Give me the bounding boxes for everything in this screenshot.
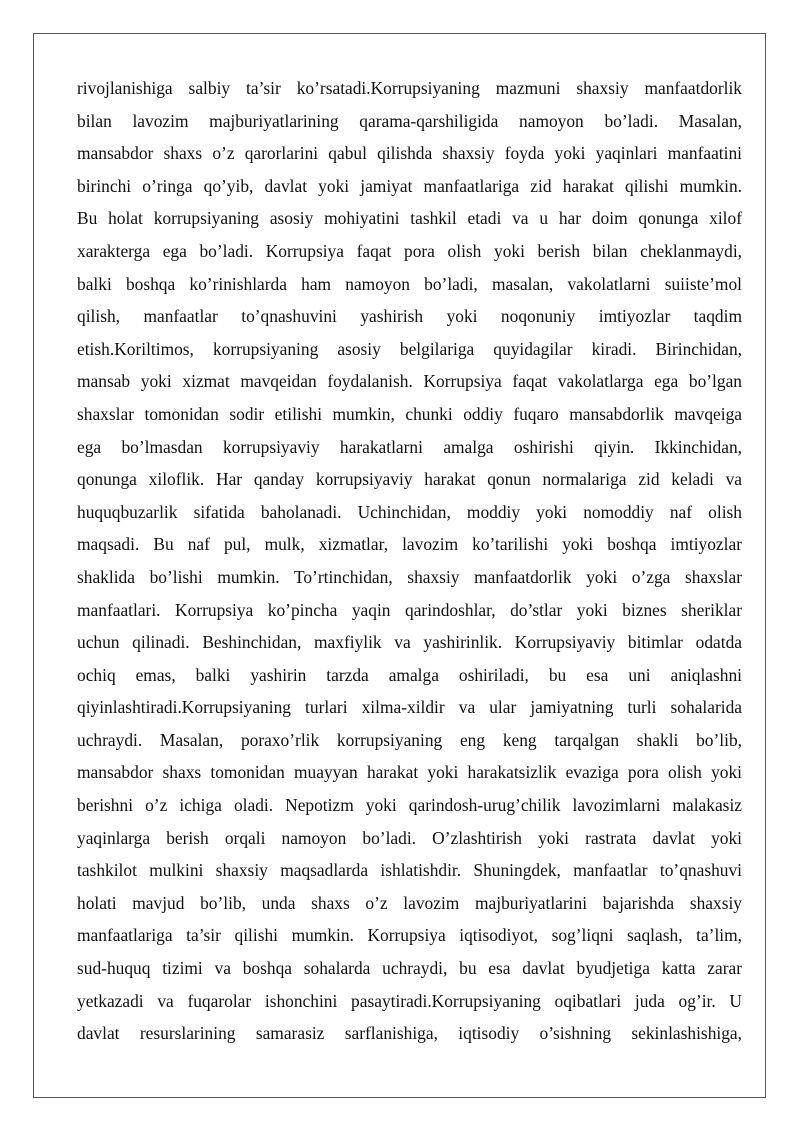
text-line: mansabdor shaxs tomonidan muayyan harakat yoki harakatsizlik evaziga pora olish yoki [77,762,742,783]
text-line: uchun qilinadi. Beshinchidan, maxfiylik va yashirinlik. Korrupsiyaviy bitimlar odatda [77,632,742,653]
text-line: birinchi o’ringa qo’yib, davlat yoki jamiyat manfaatlariga zid harakat qilishi mumkin. [77,175,742,196]
text-line: qiyinlashtiradi.Korrupsiyaning turlari xilma-xildir va ular jamiyatning turli sohalarida [77,697,742,718]
text-line: shaxslar tomonidan sodir etilishi mumkin, chunki oddiy fuqaro mansabdorlik mavqeiga [77,403,742,424]
text-line: shaklida bo’lishi mumkin. To’rtinchidan, shaxsiy manfaatdorlik yoki o’zga shaxslar [77,566,742,587]
text-line: uchraydi. Masalan, poraxo’rlik korrupsiyaning eng keng tarqalgan shakli bo’lib, [77,729,742,750]
text-line: davlat resurslarining samarasiz sarflanishiga, iqtisodiy o’sishning sekinlashishiga, [77,1023,742,1044]
document-body-text [77,72,742,1050]
text-line: ega bo’lmasdan korrupsiyaviy harakatlarni amalga oshirishi qiyin. Ikkinchidan, [77,436,742,457]
text-line: huquqbuzarlik sifatida baholanadi. Uchinchidan, moddiy yoki nomoddiy naf olish [77,501,742,522]
text-line: yaqinlarga berish orqali namoyon bo’ladi. O’zlashtirish yoki rastrata davlat yoki [77,827,742,848]
text-line: sud-huquq tizimi va boshqa sohalarda uchraydi, bu esa davlat byudjetiga katta zarar [77,958,742,979]
text-line: bilan lavozim majburiyatlarining qarama-qarshiligida namoyon bo’ladi. Masalan, [77,110,742,131]
text-line: yetkazadi va fuqarolar ishonchini pasaytiradi.Korrupsiyaning oqibatlari juda og’ir. U [77,990,742,1011]
text-line: ochiq emas, balki yashirin tarzda amalga oshiriladi, bu esa uni aniqlashni [77,664,742,685]
text-line: xarakterga ega bo’ladi. Korrupsiya faqat pora olish yoki berish bilan cheklanmaydi, [77,240,742,261]
text-line: holati mavjud bo’lib, unda shaxs o’z lavozim majburiyatlarini bajarishda shaxsiy [77,892,742,913]
text-line: qonunga xiloflik. Har qanday korrupsiyaviy harakat qonun normalariga zid keladi va [77,469,742,490]
text-line: etish.Koriltimos, korrupsiyaning asosiy belgilariga quyidagilar kiradi. Birinchidan, [77,338,742,359]
text-line: Bu holat korrupsiyaning asosiy mohiyatini tashkil etadi va u har doim qonunga xilof [77,208,742,229]
text-line: rivojlanishiga salbiy ta’sir ko’rsatadi.Korrupsiyaning mazmuni shaxsiy manfaatdorlik [77,78,742,98]
text-line: manfaatlari. Korrupsiya ko’pincha yaqin qarindoshlar, do’stlar yoki biznes sheriklar [77,599,742,620]
text-line: qilish, manfaatlar to’qnashuvini yashirish yoki noqonuniy imtiyozlar taqdim [77,306,742,327]
text-line: tashkilot mulkini shaxsiy maqsadlarda ishlatishdir. Shuningdek, manfaatlar to’qnashuvi [77,860,742,881]
text-line: manfaatlariga ta’sir qilishi mumkin. Korrupsiya iqtisodiyot, sog’liqni saqlash, ta’lim, [77,925,742,946]
text-line: berishni o’z ichiga oladi. Nepotizm yoki qarindosh-urug’chilik lavozimlarni malakasiz [77,795,742,816]
text-line: maqsadi. Bu naf pul, mulk, xizmatlar, lavozim ko’tarilishi yoki boshqa imtiyozlar [77,534,742,555]
text-line: mansabdor shaxs o’z qarorlarini qabul qilishda shaxsiy foyda yoki yaqinlari manfaatini [77,143,742,164]
text-line: balki boshqa ko’rinishlarda ham namoyon bo’ladi, masalan, vakolatlarni suiiste’mol [77,273,742,294]
text-line: mansab yoki xizmat mavqeidan foydalanish. Korrupsiya faqat vakolatlarga ega bo’lgan [77,371,742,392]
